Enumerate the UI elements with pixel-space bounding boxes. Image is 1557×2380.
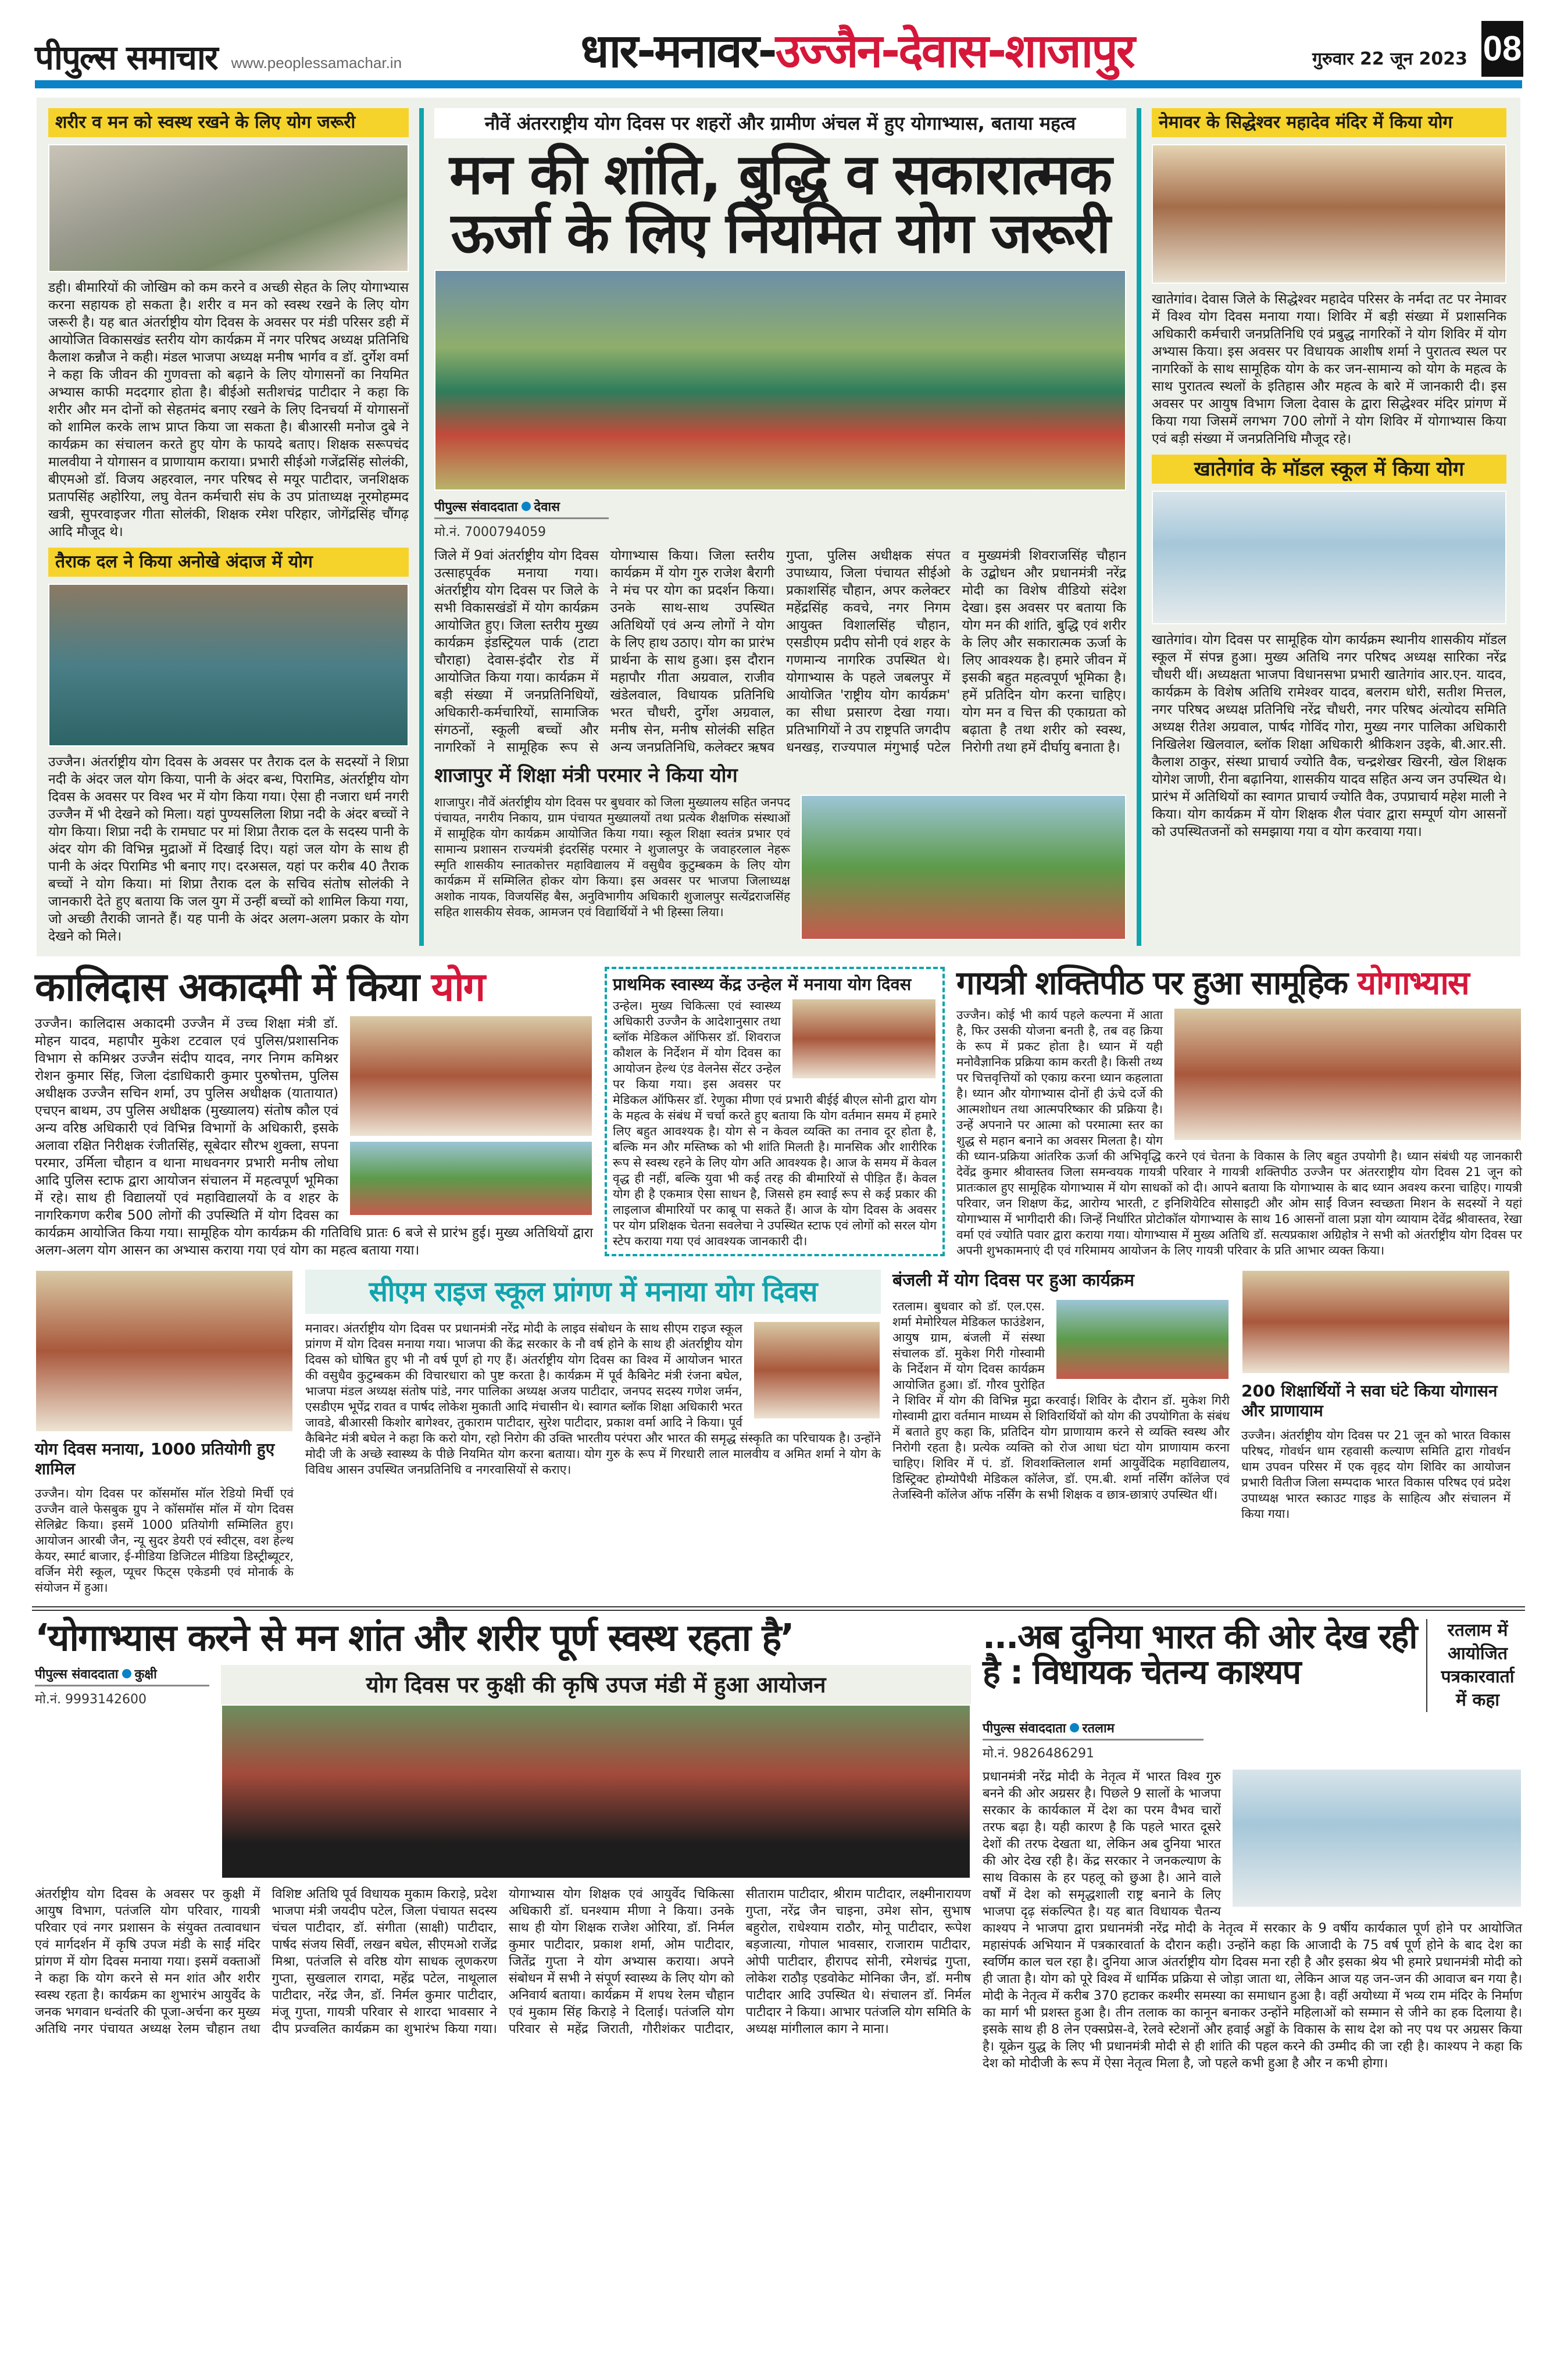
story-headline: योग दिवस मनाया, 1000 प्रतियोगी हुए शामिल [35, 1439, 275, 1478]
story-headline: प्राथमिक स्वास्थ्य केंद्र उन्हेल में मनाया योग दिवस [613, 974, 912, 994]
story-body: उज्जैन। कालिदास अकादमी उज्जैन में उच्च शिक्षा मंत्री डॉ. मोहन यादव, महापौर मुकेश टटवाल एवं पुलिस/प्रशासनिक विभाग से कमिश्नर उज्जैन संदीप यादव, नगर निगम कमिश्नर रोशन कुमार सिंह, जिला दंडाधिकारी कुमार पुरुषोत्तम, पुलिस अधीक्षक उज्जैन सचिन शर्मा, उप पुलिस अधीक्षक (यातायात) एचएन बाथम, उप पुलिस अधीक्षक (मुख्यालय) संतोष कौल एवं अन्य वरिष्ठ अधिकारी एवं विभिन्न विभागों के अधिकारी, इसके अलावा रक्षित निरीक्षक रंजीतसिंह, सूबेदार सौरभ शुक्ला, सपना परमार, उर्मिला चौहान व थाना माधवनगर प्रभारी मनीष लोधा आदि पुलिस स्टाफ द्वारा आयोजन संचालन में महत्वपूर्ण भूमिका में रहे। साथ ही विद्यालयों एवं महाविद्यालयों के व शहर के नागरिकगण करीब 500 लोगों की उपस्थिति में योग दिवस का कार्यक्रम आयोजित किया गया। सामूहिक योग कार्यक्रम की गतिविधि प्रातः 6 बजे से प्रारंभ हुई। मुख्य अतिथियों द्वारा अलग-अलग योग आसन का अभ्यास कराया गया एवं योग का महत्व बताया गया। [35, 1016, 593, 1258]
phc-yoga-photo [791, 998, 937, 1080]
banjli-yoga-photo [1055, 1299, 1230, 1380]
issue-date: गुरुवार 22 जून 2023 [1312, 49, 1468, 69]
bottom-row [35, 1616, 1522, 2072]
story-body: खातेगांव। देवास जिले के सिद्धेश्वर महादेव परिसर के नर्मदा तट पर नेमावर में विश्व योग दिवस मनाया गया। शिविर में बड़ी संख्या में प्रशासनिक अधिकारी कर्मचारी जनप्रतिनिधि एवं प्रबुद्ध नागरिकों ने योग शिविर में योग अभ्यास किया। इस अवसर पर विधायक आशीष शर्मा ने पुरातत्व स्थल पर नागरिकों के साथ सामूहिक योग के कर जन-सामान्य को योग के महत्व के साथ पुरातत्व स्थलों के इतिहास और महत्व के बारे में जानकारी दी। इस अवसर पर आयुष विभाग जिला देवास के द्वारा सिद्धेश्वर मंदिर प्रांगण में किया गया जिसमें लगभग 700 लोगों ने योग शिविर में योगाभ्यास किया एवं बड़ी संख्या में जनप्रतिनिधि मौजूद रहे। [1152, 292, 1506, 446]
bullet-icon [122, 1669, 131, 1678]
story-headline: शाजापुर में शिक्षा मंत्री परमार ने किया योग [434, 763, 738, 787]
story-headline: नेमावर के सिद्धेश्वर महादेव मंदिर में किया योग [1152, 108, 1506, 137]
story-body: उज्जैन। कोई भी कार्य पहले कल्पना में आता है, फिर उसकी योजना बनती है, तब वह क्रिया के रूप में प्रकट होता है। ध्यान में यही मनोवैज्ञानिक प्रक्रिया काम करती है। किसी तथ्य पर चित्तवृत्तियों को एकाग्र करना ध्यान कहलाता है। ध्यान और योगाभ्यास दोनों ही ऊंचे दर्जे की आत्मशोधन तथा आत्मपरिष्कार की प्रक्रिया है। उन्हें अपनाने पर आत्मा को परमात्मा स्तर का शुद्ध से महान बनाने का अवसर मिलता है। योग की ध्यान-प्रक्रिया आंतरिक ऊर्जा की अभिवृद्धि करने एवं चेतना के विकास के लिए बहुत उपयोगी है। ध्यान संबंधी यह जानकारी देवेंद्र कुमार श्रीवास्तव जिला समन्वयक गायत्री परिवार ने गायत्री शक्तिपीठ उज्जैन पर अंतरराष्ट्रीय योग दिवस 21 जून को प्रातःकाल हुए सामूहिक योगाभ्यास में योग साधकों को दी। आपने बताया कि योगाभ्यास के बाद ध्यान अवश्य करना चाहिए। गायत्री परिवार, जन शिक्षण केंद्र, आरोग्य भारती, ट इनिशियेटिव सोसाइटी और ओम साईं विजन स्वच्छता मिशन के सदस्यों ने यहां योगाभ्यास में भागीदारी की। जिन्हें निर्धारित प्रोटोकॉल योगाभ्यास के साथ 16 आसनों वाला प्रज्ञा योग व्यायाम देवेंद्र श्रीवास्तव, रेखा वर्मा एवं ज्योति पवार द्वारा कराया गया। योगाभ्यास में मुख्य अतिथि डॉ. सत्यप्रकाश अग्रिहोत्र ने सभी को अंतर्राष्ट्रीय योग दिवस पर अपनी शुभकामनाएं दी एवं गरिमामय आयोजन के लिए गायत्री परिवार के प्रति आभार व्यक्त किया। [956, 1008, 1522, 1258]
story-headline: सीएम राइज स्कूल प्रांगण में मनाया योग दिवस [305, 1270, 881, 1314]
byline: पीपुल्स संवाददाता रतलाम मो.नं. 9826486291 [983, 1719, 1204, 1761]
byline: पीपुल्स संवाददाता कुक्षी मो.नं. 9993142600 [35, 1665, 209, 1707]
cosmos-story [35, 1270, 294, 1596]
third-row [35, 1270, 1522, 1596]
middle-row [35, 964, 1522, 1259]
temple-yoga-photo [1152, 144, 1506, 284]
cmrise-story [305, 1270, 881, 1478]
story-body: खातेगांव। योग दिवस पर सामूहिक योग कार्यक्रम स्थानीय शासकीय मॉडल स्कूल में संपन्न हुआ। मुख्य अतिथि नगर परिषद अध्यक्ष सारिका नरेंद्र चौधरी थीं। अध्यक्षता भाजपा विधानसभा प्रभारी खातेगांव आर.एन. यादव, कार्यक्रम के विशेष अतिथि रामेश्वर यादव, बलराम धोरी, सतीश मित्तल, नगर परिषद अध्यक्ष प्रतिनिधि नरेंद्र चौधरी, नगर परिषद अंत्योदय समिति अध्यक्ष रीतेश अग्रवाल, पार्षद गोविंद गोरा, मुख्य नगर पालिका अधिकारी निखिलेश खिलवाल, ब्लॉक शिक्षा अधिकारी श्रीकिशन उइके, बी.आर.सी. कैलाश ठाकुर, संस्था प्राचार्य ज्योति वैक, चन्द्रशेखर खिरनी, खेल शिक्षक योगेश जाणी, रीना बढ़ानिया, शासकीय यादव सहित अन्य जन उपस्थित थे। प्रारंभ में अतिथियों का स्वागत प्राचार्य ज्योति वैक, उपप्राचार्य महेश माली ने किया। योग कार्यक्रम में योग शिक्षक शैल पंवार द्वारा सम्पूर्ण योग आसनों को उपस्थितजनों को समझाया गया व योग करवाया गया। [1152, 632, 1506, 839]
story-body: अंतर्राष्ट्रीय योग दिवस के अवसर पर कुक्षी में आयुष विभाग, पतंजलि योग परिवार, गायत्री परिवार एवं नगर प्रशासन के संयुक्त तत्वावधान एवं मार्गदर्शन में कृषि उपज मंडी के साईं मंदिर प्रांगण में योग दिवस मनाया गया। इसमें वक्ताओं ने कहा कि योग करने से मन शांत और शरीर स्वस्थ रहता है। कार्यक्रम का शुभारंभ आयुर्वेद के जनक भगवान धन्वंतरि की पूजा-अर्चना कर मुख्य अतिथि नगर पंचायत अध्यक्ष रेलम चौहान तथा विशिष्ट अतिथि पूर्व विधायक मुकाम किराड़े, प्रदेश भाजपा मंत्री जयदीप पटेल, जिला पंचायत सदस्य चंचल पाटीदार, डॉ. संगीता (साक्षी) पाटीदार, पार्षद संजय सिर्वी, लखन बघेल, सीएमओ राजेंद्र मिश्रा, पतंजलि से वरिष्ठ योग साधक लूणकरण गुप्ता, सुखलाल रागदा, महेंद्र पटेल, नाथूलाल पाटीदार, नरेंद्र जैन, डॉ. निर्मल कुमार पाटीदार, मंजू गुप्ता, गायत्री परिवार से शारदा भावसार ने दीप प्रज्वलित कार्यक्रम का शुभारंभ किया गया। योगाभ्यास योग शिक्षक एवं आयुर्वेद चिकित्सा अधिकारी डॉ. घनश्याम मीणा ने किया। उनके साथ ही योग शिक्षक राजेश ओरिया, डॉ. निर्मल कुमार पाटीदार, प्रकाश शर्मा, ओम पाटीदार, जितेंद्र गुप्ता ने योग अभ्यास कराया। अपने संबोधन में सभी ने संपूर्ण स्वास्थ्य के लिए योग को अनिवार्य बताया। कार्यक्रम में शपथ रेलम चौहान एवं मुकाम सिंह किराड़े ने दिलाई। पतंजलि योग परिवार से महेंद्र जिराती, गौरीशंकर पाटीदार, सीताराम पाटीदार, श्रीराम पाटीदार, लक्ष्मीनारायण गुप्ता, नरेंद्र जैन चाइना, उमेश सोन, सुभाष बहुरोल, राधेश्याम राठौर, मोनू पाटीदार, रूपेश बड़जात्या, गोपाल भावसार, राजाराम पाटीदार, ओपी पाटीदार, हीरापद सोनी, रमेशचंद्र गुप्ता, लोकेश राठौड़ एडवोकेट मोनिका जैन, डॉ. मनीष पाटीदार आदि उपस्थित थे। संचालन डॉ. निर्मल पाटीदार ने किया। आभार पतंजलि योग समिति के अध्यक्ष मांगीलाल काग ने माना। [35, 1887, 971, 2037]
page-number: 08 [1481, 21, 1523, 77]
story-200 [1241, 1270, 1510, 1522]
story-headline: बंजली में योग दिवस पर हुआ कार्यक्रम [892, 1270, 1134, 1291]
masthead-logo: पीपुल्स समाचार [35, 38, 217, 78]
bullet-icon [1070, 1723, 1079, 1732]
byline: पीपुल्स संवाददाता देवास मो.नं. 7000794059 [434, 498, 609, 540]
header-band [35, 80, 1522, 88]
cosmos-mall-photo [35, 1270, 294, 1432]
kalidas-yoga-photo [349, 1141, 593, 1216]
bullet-icon [522, 502, 531, 511]
center-column [434, 108, 1126, 946]
camp-yoga-photo [1241, 1270, 1510, 1374]
main-story-body: जिले में 9वां अंतर्राष्ट्रीय योग दिवस उत्साहपूर्वक मनाया गया। अंतर्राष्ट्रीय योग दिवस पर जिले के सभी विकासखंडों में योग कार्यक्रम आयोजित हुए। जिला स्तरीय मुख्य कार्यक्रम इंडस्ट्रियल पार्क (टाटा चौराहा) देवास-इंदौर रोड में आयोजित किया गया। कार्यक्रम में बड़ी संख्या में जनप्रतिनिधियों, अधिकारी-कर्मचारियों, सामाजिक संगठनों, स्कूली बच्चों और नागरिकों ने सामूहिक रूप से योगाभ्यास किया। जिला स्तरीय कार्यक्रम में योग गुरु राजेश बैरागी ने मंच पर योग का प्रदर्शन किया। उनके साथ-साथ उपस्थित अतिथियों एवं अन्य लोगों ने योग के लिए हाथ उठाए। योग का प्रारंभ प्रार्थना के साथ हुआ। इस दौरान महापौर गीता अग्रवाल, राजीव खंडेलवाल, विधायक प्रतिनिधि भरत चौधरी, दुर्गेश अग्रवाल, मनीष सेन, मनीष सोलंकी सहित अन्य जनप्रतिनिधि, कलेक्टर ऋषव गुप्ता, पुलिस अधीक्षक संपत उपाध्याय, जिला पंचायत सीईओ प्रकाशसिंह चौहान, अपर कलेक्टर महेंद्रसिंह कवचे, नगर निगम आयुक्त विशालसिंह चौहान, एसडीएम प्रदीप सोनी एवं शहर के गणमान्य नागरिक उपस्थित थे। योगाभ्यास के पहले जबलपुर में आयोजित 'राष्ट्रीय योग कार्यक्रम' का सीधा प्रसारण देखा गया। प्रतिभागियों ने उप राष्ट्रपति जगदीप धनखड़, राज्यपाल मंगुभाई पटेल व मुख्यमंत्री शिवराजसिंह चौहान के उद्बोधन और प्रधानमंत्री नरेंद्र मोदी का विशेष वीडियो संदेश देखा। इस अवसर पर बताया कि योग मन की शांति, बुद्धि एवं शरीर के लिए और सकारात्मक ऊर्जा के लिए आवश्यक है। हमारे जीवन में इसकी बहुत महत्वपूर्ण भूमिका है। हमें प्रतिदिन योग करना चाहिए। योग मन व चित्त की एकाग्रता को बढ़ाता है तथा शरीर को स्वस्थ, निरोगी तथा हमें दीर्घायु बनाता है। [434, 548, 1126, 755]
main-headline: मन की शांति, बुद्धि व सकारात्मक ऊर्जा के लिए नियमित योग जरूरी [449, 142, 1112, 266]
story-body: प्रधानमंत्री नरेंद्र मोदी के नेतृत्व में भारत विश्व गुरु बनने की ओर अग्रसर है। पिछले 9 सालों के भाजपा सरकार के कार्यकाल में देश का परम वैभव चारों तरफ बढ़ा है। यही कारण है कि पहले भारत दूसरे देशों की तरफ देखता था, लेकिन अब दुनिया भारत की ओर देख रही है। केंद्र सरकार ने जनकल्याण के साथ विकास के हर पहलू को छुआ है। आने वाले वर्षों में देश को समृद्धशाली राष्ट्र बनाने के लिए भाजपा दृढ़ संकल्पित है। यह बात विधायक चैतन्य काश्यप ने भाजपा द्वारा प्रधानमंत्री नरेंद्र मोदी के नेतृत्व में सरकार के 9 वर्षीय कार्यकाल पूर्ण होने पर आयोजित महासंपर्क अभियान में पत्रकारवार्ता के दौरान कही। उन्होंने कहा कि आजादी के 75 वर्ष पूर्ण होने के बाद देश का स्वर्णिम काल चल रहा है। दुनिया आज अंतर्राष्ट्रीय योग दिवस मना रही है और इसका श्रेय भी हमारे प्रधानमंत्री मोदी को ही जाता है। योग को पूरे विश्व में धार्मिक प्रक्रिया से जोड़ा जाता था, लेकिन आज यह जन-जन की आवाज बन गया है। मोदी के नेतृत्व में करीब 370 हटाकर कश्मीर समस्या का समाधान हुआ है। वहीं अयोध्या में भव्य राम मंदिर के निर्माण का मार्ग भी प्रशस्त हुआ है। तीन तलाक का कानून बनाकर उन्होंने महिलाओं को सम्मान से जीने का हक दिलाया है। इसके साथ ही 8 लेन एक्सप्रेस-वे, रेलवे स्टेशनों और हवाई अड्डों के विकास के साथ देश को नए पथ पर अग्रसर किया है। यूक्रेन युद्ध के लिए भी प्रधानमंत्री मोदी से ही शांति की पहल करने की उम्मीद की जा रही है। काश्यप ने कहा कि देश को मोदीजी के रूप में ऐसा नेतृत्व मिला है, जो पहले कभी हुआ है और न कभी होगा। [983, 1769, 1522, 2071]
story-body: उन्हेल। मुख्य चिकित्सा एवं स्वास्थ्य अधिकारी उज्जैन के आदेशानुसार तथा ब्लॉक मेडिकल ऑफिसर डॉ. शिवराज कौशल के निर्देशन में योग दिवस का आयोजन हेल्थ एंड वेलनेस सेंटर उन्हेल पर किया गया। इस अवसर पर मेडिकल ऑफिसर डॉ. रेणुका मीणा एवं प्रभारी बीईई बीएल सोनी द्वारा योग के महत्व के संबंध में चर्चा करते हुए बताया कि योग वर्तमान समय में हमारे लिए बहुत आवश्यक है। योग से न केवल व्यक्ति का तनाव दूर होता है, बल्कि मन और मस्तिष्क को भी शांति मिलती है। मानसिक और शारीरिक रूप से स्वस्थ रहने के लिए योग अति आवश्यक है। आज के समय में केवल वृद्ध ही नहीं, बल्कि युवा भी कई तरह की बीमारियों से पीड़ित हैं। केवल योग ही है एकमात्र ऐसा साधन है, जिससे हम स्वाई रूप से कई प्रकार की लाइलाज बीमारियों पर काबू पा सकते हैं। आज के योग दिवस के अवसर पर योग प्रशिक्षक चेतना सवलेचा ने उपस्थित स्टाफ एवं लोगों को सरल योग स्टेप कराया गया एवं आवश्यक जानकारी दी। [613, 998, 937, 1248]
kalidas-story [35, 964, 593, 1259]
banjli-story [892, 1270, 1230, 1503]
story-headline: 200 शिक्षार्थियों ने सवा घंटे किया योगासन और प्राणायाम [1241, 1381, 1498, 1420]
headline-side-note: रतलाम में आयोजित पत्रकारवार्ता में कहा [1426, 1619, 1522, 1712]
boxed-story [605, 967, 945, 1256]
story-body: शाजापुर। नौवें अंतर्राष्ट्रीय योग दिवस पर बुधवार को जिला मुख्यालय सहित जनपद पंचायत, नगरीय निकाय, ग्राम पंचायत मुख्यालयों तथा प्रत्येक शैक्षणिक संस्थाओं में सामूहिक योग कार्यक्रम आयोजित किया गया। स्कूल शिक्षा स्वतंत्र प्रभार एवं सामान्य प्रशासन राज्यमंत्री इंदरसिंह परमार ने शुजालपुर के जवाहरलाल नेहरू स्मृति शासकीय स्नातकोत्तर महाविद्यालय में वसुधैव कुटुम्बकम के लिए योग कार्यक्रम में सम्मिलित होकर योग किया। इस अवसर पर भाजपा जिलाध्यक्ष अशोक नायक, विजयसिंह बैस, अनुविभागीय अधिकारी शुजालपुर सत्येंद्रराजसिंह सहित शासकीय सेवक, आमजन एवं विद्यार्थियों ने भी हिस्सा लिया। [434, 795, 1126, 946]
story-body: रतलाम। बुधवार को डॉ. एल.एस. शर्मा मेमोरियल मेडिकल फाउंडेशन, आयुष ग्राम, बंजली में संस्था संचालक डॉ. मुकेश गिरी गोस्वामी के निर्देशन में योग दिवस कार्यक्रम आयोजित हुआ। डॉ. गौरव पुरोहित ने शिविर में योग की विभिन्न मुद्रा करवाई। शिविर के दौरान डॉ. मुकेश गिरी गोस्वामी द्वारा वर्तमान माध्यम से शिविरार्थियों को योग की उपयोगिता के संबंध में बताते हुए कहा कि, प्रतिदिन योग प्राणायाम करने से व्यक्ति स्वस्थ और निरोगी रहता है। प्रत्येक व्यक्ति को रोज आधा घंटा योग प्राणायाम करना चाहिए। शिविर में पं. डॉ. शिवशक्तिलाल शर्मा आयुर्वेदिक महाविद्यालय, डिस्ट्रिक्ट होम्योपैथी मेडिकल कॉलेज, डॉ. एम.बी. शर्मा नर्सिंग कॉलेज एवं तेजस्विनी कॉलेज ऑफ नर्सिंग के सभी शिक्षक व छात्र-छात्राएं उपस्थित थीं। [892, 1299, 1230, 1502]
cmrise-yoga-photo [753, 1321, 881, 1420]
story-body: उज्जैन। योग दिवस पर कॉसमॉस मॉल रेडियो मिर्ची एवं उज्जैन वाले फेसबुक ग्रुप ने कॉसमॉस मॉल में योग दिवस सेलिब्रेट किया। इसमें 1000 प्रतियोगी सम्मिलित हुए। आयोजन आरबी जैन, न्यू सुदर डेयरी एवं स्वीट्स, वश हेल्थ केयर, स्मार्ट बाजार, ई-मीडिया डिजिटल मीडिया डिस्ट्रीब्यूटर, वर्जिन मेरी स्कूल, प्यूचर फिट्स एकेडमी एवं मोनार्क के संयोजन में हुआ। [35, 1486, 294, 1595]
story-headline: खातेगांव के मॉडल स्कूल में किया योग [1152, 455, 1506, 484]
top-panel [37, 98, 1520, 956]
story-headline: ...अब दुनिया भारत की ओर देख रही है : विधायक चेतन्य काश्यप [983, 1616, 1417, 1692]
sub-headline: योग दिवस पर कुक्षी की कृषि उपज मंडी में हुआ आयोजन [221, 1665, 971, 1704]
shajapur-yoga-photo [801, 795, 1126, 940]
story-headline: ‘योगाभ्यास करने से मन शांत और शरीर पूर्ण स्वस्थ रहता है’ [35, 1616, 794, 1660]
ratlam-story [983, 1616, 1522, 2072]
kalidas-yoga-photo [349, 1015, 593, 1137]
story-body: मनावर। अंतर्राष्ट्रीय योग दिवस पर प्रधानमंत्री नरेंद्र मोदी के लाइव संबोधन के साथ सीएम राइज स्कूल प्रांगण में योग दिवस मनाया गया। भाजपा की केंद्र सरकार के नौ वर्ष होने के साथ ही अंतर्राष्ट्रीय योग दिवस को घोषित हुए भी नौ वर्ष पूर्ण हो गए हैं। अंतर्राष्ट्रीय योग दिवस का विश्व में आयोजन भारत की वसुधैव कुटुम्बकम की विचारधारा को पुष्ट करता है। कार्यक्रम में पूर्व कैबिनेट मंत्री रंजना बघेल, भाजपा मंडल अध्यक्ष संतोष पांडे, नगर पालिका अध्यक्ष अजय पाटीदार, जनपद सदस्य गणेश जर्मन, एसडीएम भूपेंद्र रावत व पार्षद लोकेश मुकाती आदि मंचासीन थे। स्वागत ब्लॉक शिक्षा अधिकारी भरत जावडे, बीआरसी किशोर बागेश्वर, तुकाराम पाटीदार, सुरेश पाटीदार, प्रकाश वर्मा आदि ने किया। पूर्व कैबिनेट मंत्री बघेल ने कहा कि करो योग, रहो निरोग की उक्ति भारतीय परंपरा और भारत की समृद्ध संस्कृति का परिचायक है। उन्होंने मोदी जी के अच्छे स्वास्थ्य के पीछे नियमित योग करना बताया। योग गुरु के रूप में गिरधारी लाल मालवीय व अमित शर्मा ने योग के विविध आसन उपस्थित जनप्रतिनिधि व नगरवासियों से कराए। [305, 1321, 881, 1477]
story-body: उज्जैन। अंतर्राष्ट्रीय योग दिवस के अवसर पर तैराक दल के सदस्यों ने शिप्रा नदी के अंदर जल योग किया, पानी के अंदर बन्ध, पिरामिड, अंतर्राष्ट्रीय योग दिवस के अवसर पर विश्व भर में योग किया गया। ऐसा ही नजारा धर्म नगरी उज्जैन में भी देखने को मिला। यहां पुण्यसलिला शिप्रा नदी के अंदर बच्चों ने योग किया। शिप्रा नदी के रामघाट पर मां शिप्रा तैराक दल के सदस्य पानी के अंदर योग की विभिन्न मुद्राओं में दिखाई दिए। यहां जल योग के साथ ही पानी के अंदर पिरामिड भी बनाए गए। दरअसल, यहां पर करीब 40 तैराक बच्चों ने योग किया। मां शिप्रा तैराक दल के सचिव संतोष सोलंकी ने जानकारी देते हुए बताया कि जल युग में उन्हीं बच्चों को शामिल किया गया, जो अच्छी तैराकी जानते हैं। यह पानी के अंदर अलग-अलग प्रकार के योग देखने को मिले। [48, 755, 409, 944]
story-body: डही। बीमारियों की जोखिम को कम करने व अच्छी सेहत के लिए योगाभ्यास करना सहायक हो सकता है। शरीर व मन को स्वस्थ रखने के लिए योग जरूरी है। यह बात अंतर्राष्ट्रीय योग दिवस के अवसर पर मंडी परिसर डही में आयोजित विकासखंड स्तरीय योग कार्यक्रम में नगर परिषद अध्यक्ष प्रतिनिधि कैलाश कन्नौज ने कही। मंडल भाजपा अध्यक्ष मनीष भार्गव व डॉ. दुर्गेश वर्मा ने कहा कि जीवन की गुणवत्ता को बढ़ाने के लिए योगासनों का नियमित अभ्यास काफी मददगार होता है। बीईओ सतीशचंद्र पाटीदार ने कहा कि शरीर और मन दोनों को सेहतमंद बनाए रखने के लिए दिनचर्या में योगासनों को शामिल करके लाभ प्राप्त किया जा सकता है। बीआरसी मनोज दुबे ने कार्यक्रम का संचालन करते हुए योग के फायदे बताए। शिक्षक सरूपचंद मालवीया ने योगासन व प्राणायाम कराया। प्रभारी सीईओ गजेंद्रसिंह सोलंकी, बीएमओ डॉ. विजय अहरवाल, नगर परिषद से मयूर पाटीदार, जनशिक्षक प्रतापसिंह अहोरिया, लघु वेतन कर्मचारी संघ के उप प्रांताध्यक्ष नूरमोहम्मद खत्री, सुपरवाइजर गीता सोलंकी, शिक्षक रमेश परिहार, जोगेंद्रसिंह चौंगढ़ आदि मौजूद थे। [48, 280, 409, 539]
kukshi-yoga-photo [221, 1704, 971, 1879]
masthead [0, 0, 1557, 80]
story-headline: गायत्री शक्तिपीठ पर हुआ सामूहिक योगाभ्यास [956, 964, 1469, 1002]
story-headline: तैराक दल ने किया अनोखे अंदाज में योग [48, 548, 409, 577]
right-column [1152, 108, 1506, 946]
story-body: उज्जैन। अंतर्राष्ट्रीय योग दिवस पर 21 जून को भारत विकास परिषद, गोवर्धन धाम रहवासी कल्याण समिति द्वारा गोवर्धन धाम उपवन परिसर में एक वृहद योग शिविर का आयोजन प्रभारी वितीज जिला सम्पदाक भारत विकास परिषद एवं प्रदेश उपाध्यक्ष भारत स्काउट गाइड के साहित्य और संचालन में किया गया। [1241, 1428, 1510, 1521]
press-conference-photo [1231, 1768, 1522, 1908]
story-headline: कालिदास अकादमी में किया योग [35, 964, 485, 1010]
mass-yoga-photo [434, 270, 1126, 491]
kukshi-story [35, 1616, 971, 2038]
website-url[interactable]: www.peoplessamachar.in [231, 54, 402, 72]
left-column [48, 108, 409, 946]
gayatri-story [956, 964, 1522, 1259]
river-yoga-photo [48, 584, 409, 746]
kicker: नौवें अंतरराष्ट्रीय योग दिवस पर शहरों और ग्रामीण अंचल में हुए योगाभ्यास, बताया महत्व [434, 108, 1126, 138]
school-yoga-photo [1152, 491, 1506, 624]
yoga-photo [48, 144, 409, 272]
column-divider [1137, 108, 1141, 946]
story-headline: शरीर व मन को स्वस्थ रखने के लिए योग जरूरी [48, 108, 409, 137]
gayatri-yoga-photo [1173, 1007, 1522, 1141]
section-divider [32, 1606, 1525, 1611]
column-divider [419, 108, 424, 946]
section-title: धार-मनावर-उज्जैन-देवास-शाजापुर [580, 24, 1134, 78]
